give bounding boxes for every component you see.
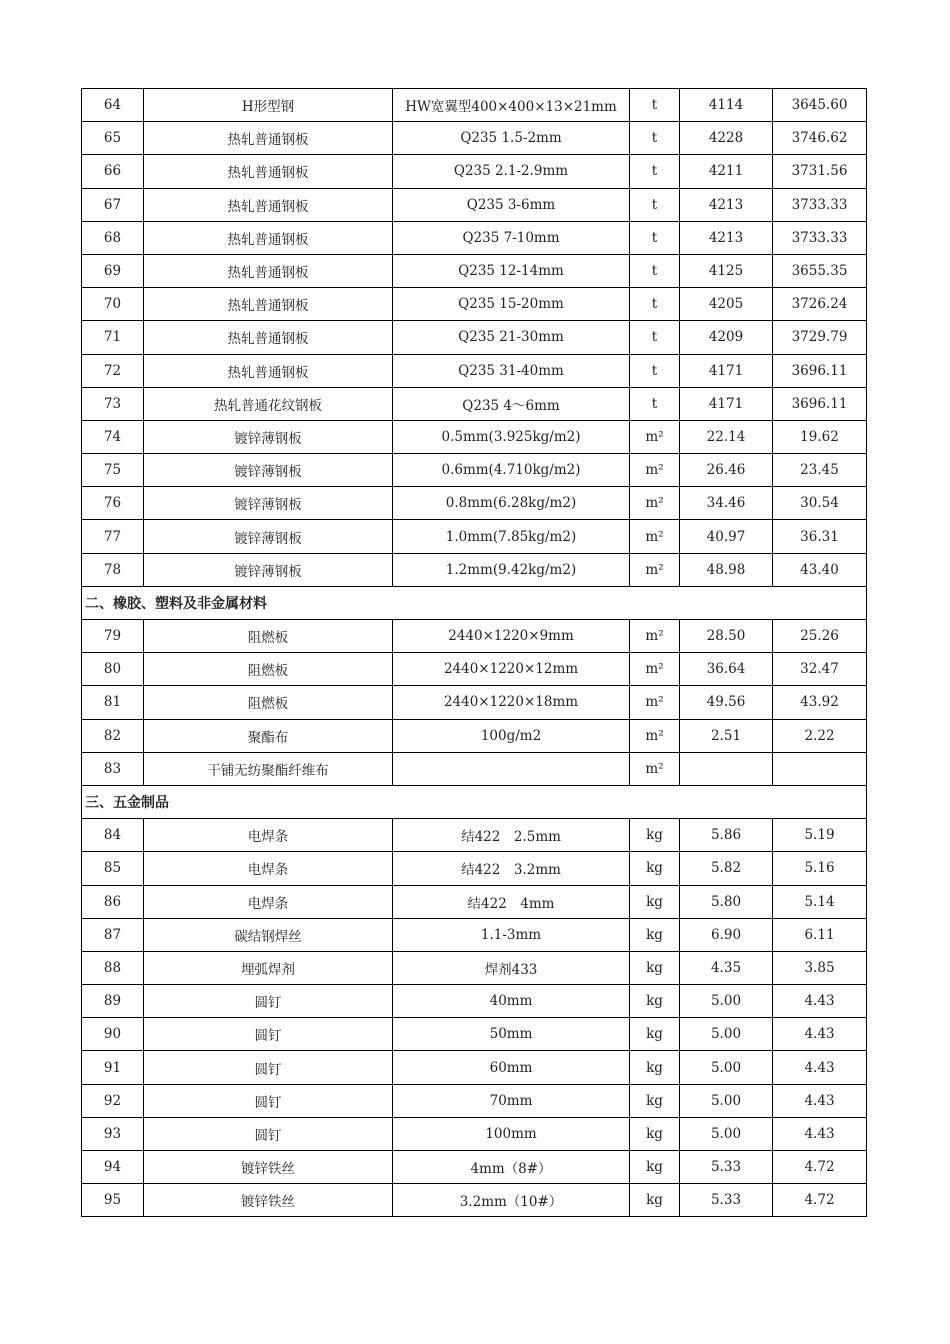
price-with-tax-cell: 4213 (680, 221, 773, 254)
table-row (82, 188, 867, 221)
table-row (82, 918, 867, 951)
price-without-tax-cell: 3655.35 (773, 254, 867, 287)
section-header-row (82, 586, 867, 619)
table-row (82, 1184, 867, 1217)
table-row (82, 852, 867, 885)
price-with-tax-cell: 22.14 (680, 420, 773, 453)
price-with-tax-cell: 40.97 (680, 520, 773, 553)
unit-cell: m² (630, 553, 680, 586)
material-name-cell: 镀锌薄钢板 (144, 553, 393, 586)
price-without-tax-cell: 25.26 (773, 620, 867, 653)
specification-cell: HW宽翼型400×400×13×21mm (393, 89, 630, 122)
material-name-cell: 镀锌薄钢板 (144, 487, 393, 520)
specification-cell: 结422 4mm (393, 885, 630, 918)
material-name-cell: H形型钢 (144, 89, 393, 122)
price-without-tax-cell: 3733.33 (773, 221, 867, 254)
price-without-tax-cell: 4.43 (773, 1018, 867, 1051)
material-name-cell: 电焊条 (144, 819, 393, 852)
item-number-cell: 76 (82, 487, 144, 520)
price-without-tax-cell: 3726.24 (773, 288, 867, 321)
specification-cell: 2440×1220×18mm (393, 686, 630, 719)
table-row (82, 487, 867, 520)
price-without-tax-cell: 3729.79 (773, 321, 867, 354)
unit-cell: kg (630, 1184, 680, 1217)
item-number-cell: 64 (82, 89, 144, 122)
item-number-cell: 73 (82, 387, 144, 420)
material-name-cell: 镀锌薄钢板 (144, 454, 393, 487)
price-without-tax-cell: 43.40 (773, 553, 867, 586)
material-name-cell: 热轧普通钢板 (144, 122, 393, 155)
item-number-cell: 91 (82, 1051, 144, 1084)
specification-cell: Q235 7-10mm (393, 221, 630, 254)
table-row (82, 819, 867, 852)
item-number-cell: 74 (82, 420, 144, 453)
specification-cell: 2440×1220×9mm (393, 620, 630, 653)
price-without-tax-cell: 4.43 (773, 985, 867, 1018)
unit-cell: kg (630, 1117, 680, 1150)
specification-cell (393, 752, 630, 785)
unit-cell: m² (630, 487, 680, 520)
table-row (82, 354, 867, 387)
table-row (82, 89, 867, 122)
price-without-tax-cell: 30.54 (773, 487, 867, 520)
price-with-tax-cell: 6.90 (680, 918, 773, 951)
unit-cell: kg (630, 1051, 680, 1084)
price-with-tax-cell: 5.80 (680, 885, 773, 918)
specification-cell: 3.2mm（10#） (393, 1184, 630, 1217)
price-with-tax-cell: 4213 (680, 188, 773, 221)
item-number-cell: 94 (82, 1151, 144, 1184)
table-row (82, 553, 867, 586)
price-with-tax-cell: 5.00 (680, 1117, 773, 1150)
price-with-tax-cell: 26.46 (680, 454, 773, 487)
price-without-tax-cell: 3731.56 (773, 155, 867, 188)
specification-cell: 1.1-3mm (393, 918, 630, 951)
price-without-tax-cell: 3746.62 (773, 122, 867, 155)
table-row (82, 985, 867, 1018)
price-with-tax-cell: 49.56 (680, 686, 773, 719)
price-with-tax-cell (680, 752, 773, 785)
table-row (82, 620, 867, 653)
unit-cell: kg (630, 819, 680, 852)
price-without-tax-cell: 43.92 (773, 686, 867, 719)
unit-cell: t (630, 354, 680, 387)
price-with-tax-cell: 5.00 (680, 1051, 773, 1084)
price-with-tax-cell: 4205 (680, 288, 773, 321)
price-without-tax-cell: 2.22 (773, 719, 867, 752)
price-without-tax-cell: 3696.11 (773, 354, 867, 387)
unit-cell: m² (630, 653, 680, 686)
specification-cell: 焊剂433 (393, 951, 630, 984)
item-number-cell: 71 (82, 321, 144, 354)
price-with-tax-cell: 4209 (680, 321, 773, 354)
table-row (82, 653, 867, 686)
price-with-tax-cell: 5.00 (680, 1018, 773, 1051)
item-number-cell: 89 (82, 985, 144, 1018)
unit-cell: t (630, 254, 680, 287)
specification-cell: 0.8mm(6.28kg/m2) (393, 487, 630, 520)
price-with-tax-cell: 5.82 (680, 852, 773, 885)
price-without-tax-cell: 3.85 (773, 951, 867, 984)
price-without-tax-cell: 4.43 (773, 1084, 867, 1117)
unit-cell: t (630, 387, 680, 420)
table-row (82, 122, 867, 155)
specification-cell: 结422 3.2mm (393, 852, 630, 885)
material-name-cell: 镀锌薄钢板 (144, 520, 393, 553)
specification-cell: 100mm (393, 1117, 630, 1150)
specification-cell: Q235 4～6mm (393, 387, 630, 420)
price-with-tax-cell: 36.64 (680, 653, 773, 686)
specification-cell: 50mm (393, 1018, 630, 1051)
unit-cell: t (630, 155, 680, 188)
price-with-tax-cell: 5.00 (680, 985, 773, 1018)
specification-cell: Q235 1.5-2mm (393, 122, 630, 155)
specification-cell: 0.6mm(4.710kg/m2) (393, 454, 630, 487)
price-with-tax-cell: 4171 (680, 354, 773, 387)
price-without-tax-cell: 3733.33 (773, 188, 867, 221)
price-with-tax-cell: 4114 (680, 89, 773, 122)
price-without-tax-cell: 5.14 (773, 885, 867, 918)
item-number-cell: 84 (82, 819, 144, 852)
unit-cell: t (630, 188, 680, 221)
table-row (82, 1084, 867, 1117)
specification-cell: 70mm (393, 1084, 630, 1117)
item-number-cell: 86 (82, 885, 144, 918)
item-number-cell: 90 (82, 1018, 144, 1051)
price-with-tax-cell: 34.46 (680, 487, 773, 520)
material-name-cell: 热轧普通钢板 (144, 155, 393, 188)
unit-cell: t (630, 122, 680, 155)
unit-cell: m² (630, 520, 680, 553)
material-name-cell: 圆钉 (144, 1084, 393, 1117)
price-without-tax-cell: 4.43 (773, 1051, 867, 1084)
item-number-cell: 80 (82, 653, 144, 686)
price-without-tax-cell: 3696.11 (773, 387, 867, 420)
unit-cell: t (630, 288, 680, 321)
item-number-cell: 75 (82, 454, 144, 487)
specification-cell: 4mm（8#） (393, 1151, 630, 1184)
price-with-tax-cell: 5.33 (680, 1184, 773, 1217)
price-with-tax-cell: 2.51 (680, 719, 773, 752)
specification-cell: 2440×1220×12mm (393, 653, 630, 686)
material-name-cell: 碳结钢焊丝 (144, 918, 393, 951)
item-number-cell: 88 (82, 951, 144, 984)
material-name-cell: 圆钉 (144, 1018, 393, 1051)
material-name-cell: 热轧普通钢板 (144, 188, 393, 221)
price-table-body (82, 89, 867, 1217)
specification-cell: Q235 3-6mm (393, 188, 630, 221)
table-row (82, 1051, 867, 1084)
unit-cell: kg (630, 1084, 680, 1117)
unit-cell: kg (630, 985, 680, 1018)
price-without-tax-cell: 5.16 (773, 852, 867, 885)
material-name-cell: 阻燃板 (144, 620, 393, 653)
specification-cell: 100g/m2 (393, 719, 630, 752)
material-name-cell: 热轧普通花纹钢板 (144, 387, 393, 420)
price-without-tax-cell: 6.11 (773, 918, 867, 951)
specification-cell: 60mm (393, 1051, 630, 1084)
material-name-cell: 热轧普通钢板 (144, 288, 393, 321)
specification-cell: Q235 15-20mm (393, 288, 630, 321)
specification-cell: 40mm (393, 985, 630, 1018)
material-name-cell: 阻燃板 (144, 686, 393, 719)
material-name-cell: 镀锌铁丝 (144, 1151, 393, 1184)
table-row (82, 520, 867, 553)
material-name-cell: 热轧普通钢板 (144, 221, 393, 254)
item-number-cell: 92 (82, 1084, 144, 1117)
material-name-cell: 圆钉 (144, 1117, 393, 1150)
section-title: 二、橡胶、塑料及非金属材料 (82, 586, 867, 619)
table-row (82, 387, 867, 420)
material-name-cell: 电焊条 (144, 852, 393, 885)
table-row (82, 1151, 867, 1184)
table-row (82, 1018, 867, 1051)
item-number-cell: 69 (82, 254, 144, 287)
price-without-tax-cell: 23.45 (773, 454, 867, 487)
section-title: 三、五金制品 (82, 785, 867, 818)
item-number-cell: 70 (82, 288, 144, 321)
price-with-tax-cell: 5.00 (680, 1084, 773, 1117)
price-without-tax-cell (773, 752, 867, 785)
specification-cell: 1.0mm(7.85kg/m2) (393, 520, 630, 553)
unit-cell: t (630, 89, 680, 122)
material-name-cell: 圆钉 (144, 1051, 393, 1084)
specification-cell: 1.2mm(9.42kg/m2) (393, 553, 630, 586)
material-name-cell: 镀锌薄钢板 (144, 420, 393, 453)
price-without-tax-cell: 4.72 (773, 1151, 867, 1184)
unit-cell: kg (630, 1018, 680, 1051)
unit-cell: m² (630, 620, 680, 653)
item-number-cell: 79 (82, 620, 144, 653)
item-number-cell: 95 (82, 1184, 144, 1217)
item-number-cell: 72 (82, 354, 144, 387)
specification-cell: Q235 31-40mm (393, 354, 630, 387)
price-without-tax-cell: 4.43 (773, 1117, 867, 1150)
unit-cell: kg (630, 885, 680, 918)
material-name-cell: 阻燃板 (144, 653, 393, 686)
material-name-cell: 热轧普通钢板 (144, 254, 393, 287)
material-name-cell: 镀锌铁丝 (144, 1184, 393, 1217)
item-number-cell: 81 (82, 686, 144, 719)
material-name-cell: 热轧普通钢板 (144, 321, 393, 354)
unit-cell: kg (630, 852, 680, 885)
unit-cell: m² (630, 719, 680, 752)
price-without-tax-cell: 4.72 (773, 1184, 867, 1217)
table-row (82, 155, 867, 188)
unit-cell: t (630, 321, 680, 354)
material-name-cell: 圆钉 (144, 985, 393, 1018)
price-with-tax-cell: 48.98 (680, 553, 773, 586)
item-number-cell: 77 (82, 520, 144, 553)
item-number-cell: 82 (82, 719, 144, 752)
price-without-tax-cell: 19.62 (773, 420, 867, 453)
specification-cell: 结422 2.5mm (393, 819, 630, 852)
table-row (82, 420, 867, 453)
price-with-tax-cell: 28.50 (680, 620, 773, 653)
price-with-tax-cell: 4211 (680, 155, 773, 188)
table-row (82, 951, 867, 984)
price-with-tax-cell: 4.35 (680, 951, 773, 984)
table-row (82, 321, 867, 354)
unit-cell: t (630, 221, 680, 254)
price-with-tax-cell: 4125 (680, 254, 773, 287)
material-name-cell: 埋弧焊剂 (144, 951, 393, 984)
table-row (82, 254, 867, 287)
table-row (82, 719, 867, 752)
unit-cell: m² (630, 686, 680, 719)
material-name-cell: 聚酯布 (144, 719, 393, 752)
unit-cell: m² (630, 752, 680, 785)
unit-cell: m² (630, 454, 680, 487)
item-number-cell: 93 (82, 1117, 144, 1150)
price-with-tax-cell: 5.33 (680, 1151, 773, 1184)
price-without-tax-cell: 36.31 (773, 520, 867, 553)
item-number-cell: 68 (82, 221, 144, 254)
item-number-cell: 85 (82, 852, 144, 885)
price-without-tax-cell: 3645.60 (773, 89, 867, 122)
table-row (82, 752, 867, 785)
price-with-tax-cell: 4228 (680, 122, 773, 155)
specification-cell: Q235 12-14mm (393, 254, 630, 287)
price-table (81, 88, 867, 1217)
price-with-tax-cell: 4171 (680, 387, 773, 420)
unit-cell: kg (630, 951, 680, 984)
item-number-cell: 67 (82, 188, 144, 221)
price-without-tax-cell: 5.19 (773, 819, 867, 852)
specification-cell: Q235 21-30mm (393, 321, 630, 354)
price-with-tax-cell: 5.86 (680, 819, 773, 852)
price-without-tax-cell: 32.47 (773, 653, 867, 686)
unit-cell: kg (630, 1151, 680, 1184)
material-name-cell: 热轧普通钢板 (144, 354, 393, 387)
unit-cell: kg (630, 918, 680, 951)
table-row (82, 686, 867, 719)
table-row (82, 288, 867, 321)
table-row (82, 454, 867, 487)
table-row (82, 221, 867, 254)
specification-cell: 0.5mm(3.925kg/m2) (393, 420, 630, 453)
unit-cell: m² (630, 420, 680, 453)
section-header-row (82, 785, 867, 818)
item-number-cell: 83 (82, 752, 144, 785)
item-number-cell: 65 (82, 122, 144, 155)
table-row (82, 1117, 867, 1150)
item-number-cell: 78 (82, 553, 144, 586)
material-name-cell: 电焊条 (144, 885, 393, 918)
material-name-cell: 干铺无纺聚酯纤维布 (144, 752, 393, 785)
item-number-cell: 66 (82, 155, 144, 188)
specification-cell: Q235 2.1-2.9mm (393, 155, 630, 188)
item-number-cell: 87 (82, 918, 144, 951)
table-row (82, 885, 867, 918)
